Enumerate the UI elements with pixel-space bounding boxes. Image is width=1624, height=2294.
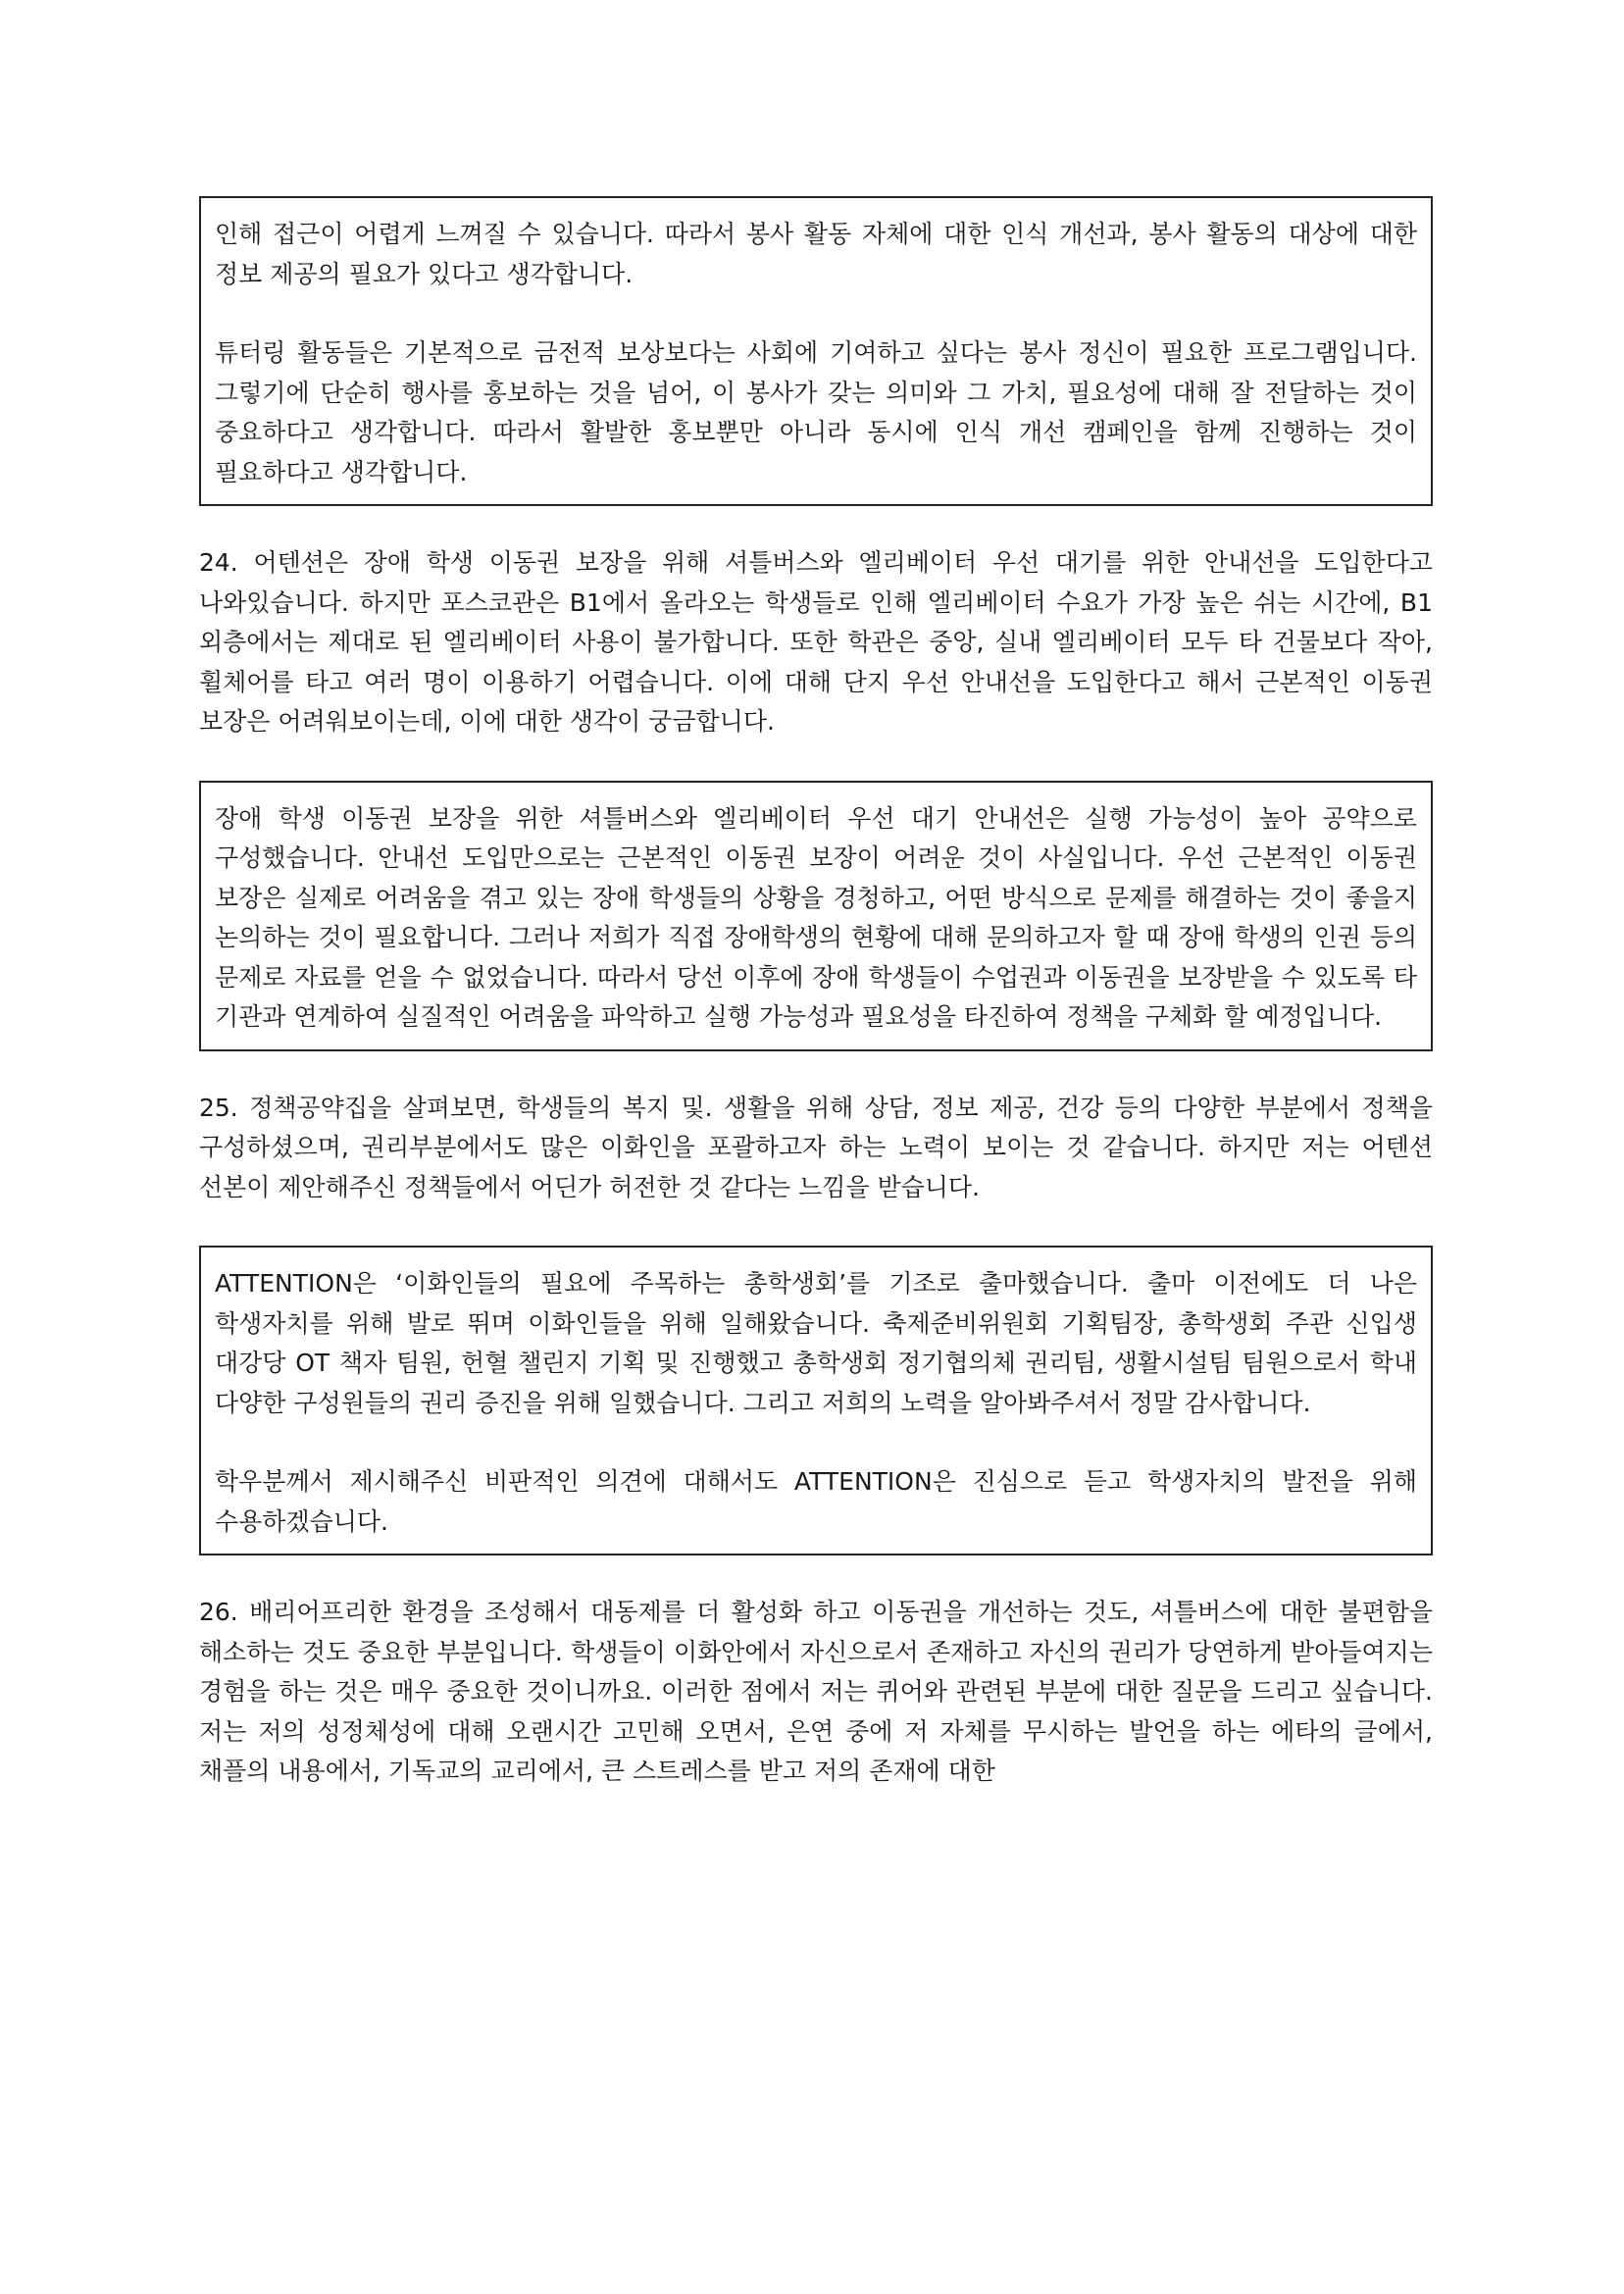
question-25	[199, 1089, 1433, 1208]
answer-paragraph: ATTENTION은 ‘이화인들의 필요에 주목하는 총학생회’를 기조로 출마했습니다. 출마 이전에도 더 나은 학생자치를 위해 발로 뛰며 이화인들을 위해 일해왔습니다. 축제준비위원회 기획팀장, 총학생회 주관 신입생 대강당 OT 책자 팀원, 헌혈 챌린지 기획 및 진행했고 총학생회 정기협의체 권리팀, 생활시설팀 팀원으로서 학내 다양한 구성원들의 권리 증진을 위해 일했습니다. 그리고 저희의 노력을 알아봐주셔서 정말 감사합니다.	[215, 1269, 1417, 1417]
answer-paragraph: 학우분께서 제시해주신 비판적인 의견에 대해서도 ATTENTION은 진심으로 듣고 학생자치의 발전을 위해 수용하겠습니다.	[215, 1467, 1417, 1536]
question-text: 24. 어텐션은 장애 학생 이동권 보장을 위해 셔틀버스와 엘리베이터 우선 대기를 위한 안내선을 도입한다고 나와있습니다. 하지만 포스코관은 B1에서 올라오는 학생들로 인해 엘리베이터 수요가 가장 높은 쉬는 시간에, B1 외층에서는 제대로 된 엘리베이터 사용이 불가합니다. 또한 학관은 중앙, 실내 엘리베이터 모두 타 건물보다 작아, 휠체어를 타고 여러 명이 이용하기 어렵습니다. 이에 대해 단지 우선 안내선을 도입한다고 해서 근본적인 이동권 보장은 어려워보이는데, 이에 대한 생각이 궁금합니다.	[199, 548, 1433, 736]
answer-paragraph: 장애 학생 이동권 보장을 위한 셔틀버스와 엘리베이터 우선 대기 안내선은 실행 가능성이 높아 공약으로 구성했습니다. 안내선 도입만으로는 근본적인 이동권 보장이 어려운 것이 사실입니다. 우선 근본적인 이동권 보장은 실제로 어려움을 겪고 있는 장애 학생들의 상황을 경청하고, 어떤 방식으로 문제를 해결하는 것이 좋을지 논의하는 것이 필요합니다. 그러나 저희가 직접 장애학생의 현황에 대해 문의하고자 할 때 장애 학생의 인권 등의 문제로 자료를 얻을 수 없었습니다. 따라서 당선 이후에 장애 학생들이 수업권과 이동권을 보장받을 수 있도록 타 기관과 연계하여 실질적인 어려움을 파악하고 실행 가능성과 필요성을 타진하여 정책을 구체화 할 예정입니다.	[215, 803, 1417, 1031]
question-24	[199, 543, 1433, 742]
question-text: 26. 배리어프리한 환경을 조성해서 대동제를 더 활성화 하고 이동권을 개선하는 것도, 셔틀버스에 대한 불편함을 해소하는 것도 중요한 부분입니다. 학생들이 이화안에서 자신으로서 존재하고 자신의 권리가 당연하게 받아들여지는 경험을 하는 것은 매우 중요한 것이니까요. 이러한 점에서 저는 퀴어와 관련된 부분에 대한 질문을 드리고 싶습니다. 저는 저의 성정체성에 대해 오랜시간 고민해 오면서, 은연 중에 저 자체를 무시하는 발언을 하는 에타의 글에서, 채플의 내용에서, 기독교의 교리에서, 큰 스트레스를 받고 저의 존재에 대한	[199, 1598, 1433, 1785]
question-text: 25. 정책공약집을 살펴보면, 학생들의 복지 및. 생활을 위해 상담, 정보 제공, 건강 등의 다양한 부분에서 정책을 구성하셨으며, 권리부분에서도 많은 이화인을 포괄하고자 하는 노력이 보이는 것 같습니다. 하지만 저는 어텐션 선본이 제안해주신 정책들에서 어딘가 허전한 것 같다는 느낌을 받습니다.	[199, 1093, 1433, 1201]
document-page	[199, 196, 1433, 1792]
answer-box-25	[199, 1246, 1433, 1555]
answer-box-23	[199, 196, 1433, 506]
question-26	[199, 1593, 1433, 1792]
answer-paragraph: 튜터링 활동들은 기본적으로 금전적 보상보다는 사회에 기여하고 싶다는 봉사 정신이 필요한 프로그램입니다. 그렇기에 단순히 행사를 홍보하는 것을 넘어, 이 봉사가 갖는 의미와 그 가치, 필요성에 대해 잘 전달하는 것이 중요하다고 생각합니다. 따라서 활발한 홍보뿐만 아니라 동시에 인식 개선 캠페인을 함께 진행하는 것이 필요하다고 생각합니다.	[215, 338, 1417, 486]
answer-paragraph: 인해 접근이 어렵게 느껴질 수 있습니다. 따라서 봉사 활동 자체에 대한 인식 개선과, 봉사 활동의 대상에 대한 정보 제공의 필요가 있다고 생각합니다.	[215, 220, 1417, 288]
answer-box-24	[199, 781, 1433, 1051]
